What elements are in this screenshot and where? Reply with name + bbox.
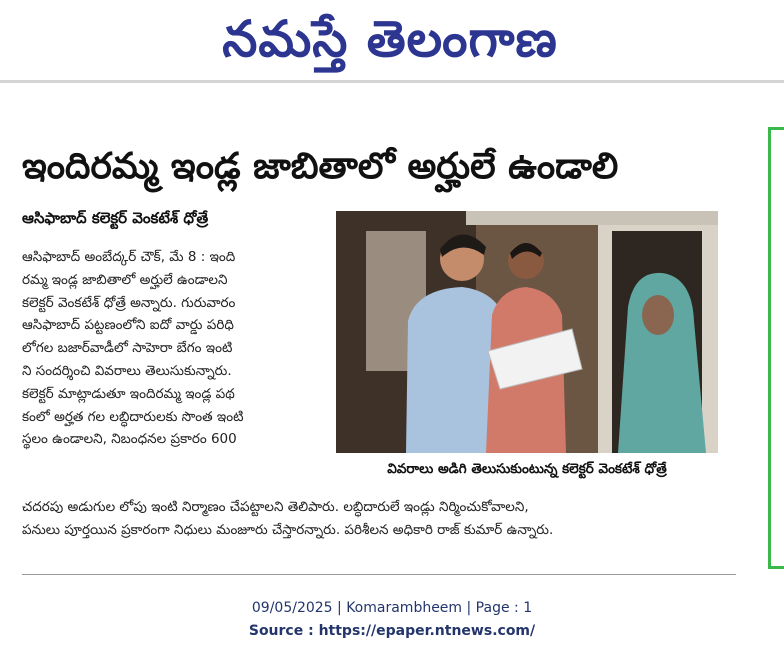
body-line: ఆసిఫాబాద్ అంబేద్కర్ చౌక్, మే 8 : ఇంది <box>22 249 236 265</box>
article-photo-illustration <box>336 211 718 453</box>
body-line: పనులు పూర్తయిన ప్రకారంగా నిధులు మంజూరు చేస్తారన్నారు. పరిశీలన అధికారి రాజ్ కుమార్ ఉన్నారు. <box>22 521 554 538</box>
article-body-full-width <box>22 496 762 542</box>
masthead-divider <box>0 80 784 83</box>
article-body-column <box>22 246 328 451</box>
body-line: లోగల బజార్‌వాడీలో సాహెరా బేగం ఇంటి <box>22 340 233 357</box>
body-line: కలెక్టర్ మాట్లాడుతూ ఇందిరమ్మ ఇండ్ల పథ <box>22 385 235 402</box>
footer-divider <box>22 574 736 575</box>
body-line: కంలో అర్హత గల లబ్ధిదారులకు సొంత ఇంటి <box>22 408 244 425</box>
article-byline: ఆసిఫాబాద్ కలెక్టర్ వెంకటేశ్ ధోత్రే <box>22 209 209 227</box>
footer-edition-info: 09/05/2025 | Komarambheem | Page : 1 <box>251 600 533 616</box>
body-line: కలెక్టర్ వెంకటేశ్ ధోత్రే అన్నారు. గురువారం <box>22 294 236 311</box>
body-line: ఆసిఫాబాద్ పట్టణంలోని ఐదో వార్డు పరిధి <box>22 317 234 334</box>
masthead-title: నమస్తే తెలంగాణ <box>222 9 558 68</box>
footer-source-link[interactable]: Source : https://epaper.ntnews.com/ <box>248 623 536 639</box>
article-headline: ఇందిరమ్మ ఇండ్ల జాబితాలో అర్హులే ఉండాలి <box>22 146 619 187</box>
body-line: చదరపు అడుగుల లోపు ఇంటి నిర్మాణం చేపట్టాలని తెలిపారు. లబ్ధిదారులే ఇండ్లు నిర్మించుకోవాలని, <box>22 499 529 515</box>
photo-caption: వివరాలు అడిగి తెలుసుకుంటున్న కలెక్టర్ వెంకటేశ్ ధోత్రే <box>387 461 667 477</box>
body-line: రమ్మ ఇండ్ల జాబితాలో అర్హులే ఉండాలని <box>22 271 228 288</box>
adjacent-article-border <box>768 127 784 569</box>
article-photo <box>336 211 718 453</box>
body-line: స్థలం ఉండాలని, నిబంధనల ప్రకారం 600 <box>22 431 237 448</box>
body-line: ని సందర్శించి వివరాలు తెలుసుకున్నారు. <box>22 362 232 379</box>
